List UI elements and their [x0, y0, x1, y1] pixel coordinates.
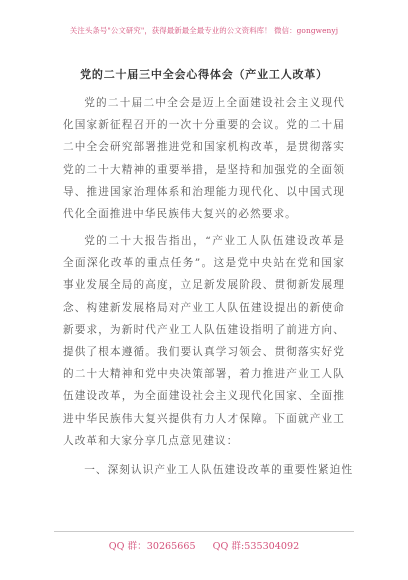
- header-note: 关注头条号"公文研究"，获得最新最全最专业的公文资料库！ 微信：gongwenyj: [69, 26, 339, 35]
- footer-qq-group-2: QQ 群:535304092: [212, 541, 300, 552]
- page-title: 党的二十届三中全会心得体会（产业工人改革）: [80, 68, 328, 81]
- footer-divider: [54, 531, 354, 532]
- paragraph-1: 党的二十届二中全会是迈上全面建设社会主义现代化国家新征程召开的一次十分重要的会议。党的二十届二中全会研究部署推进党和国家机构改革，是贯彻落实党的二十大精神的重要举措，是坚持和加强党的全面领导、推进国家治理体系和治理能力现代化、以中国式现代化全面推进中华民族伟大复兴的必然要求。: [63, 97, 345, 221]
- paragraph-2: 党的二十大报告指出，“产业工人队伍建设改革是全面深化改革的重点任务”。这是党中央站在党和国家事业发展全局的高度，立足新发展阶段、贯彻新发展理念、构建新发展格局对产业工人队伍建设提出的新使命新要求，为新时代产业工人队伍建设指明了前进方向、提供了根本遵循。我们要认真学习领会、贯彻落实好党的二十大精神和党中央决策部署，着力推进产业工人队伍建设改革，为全面建设社会主义现代化国家、全面推进中华民族伟大复兴提供有力人才保障。下面就产业工人改革和大家分享几点意见建议：: [63, 235, 345, 447]
- section-heading: 一、深刻认识产业工人队伍建设改革的重要性紧迫性: [84, 464, 354, 476]
- footer-qq-group-1: QQ 群：30265665: [108, 541, 196, 552]
- footer-contact: [0, 538, 408, 552]
